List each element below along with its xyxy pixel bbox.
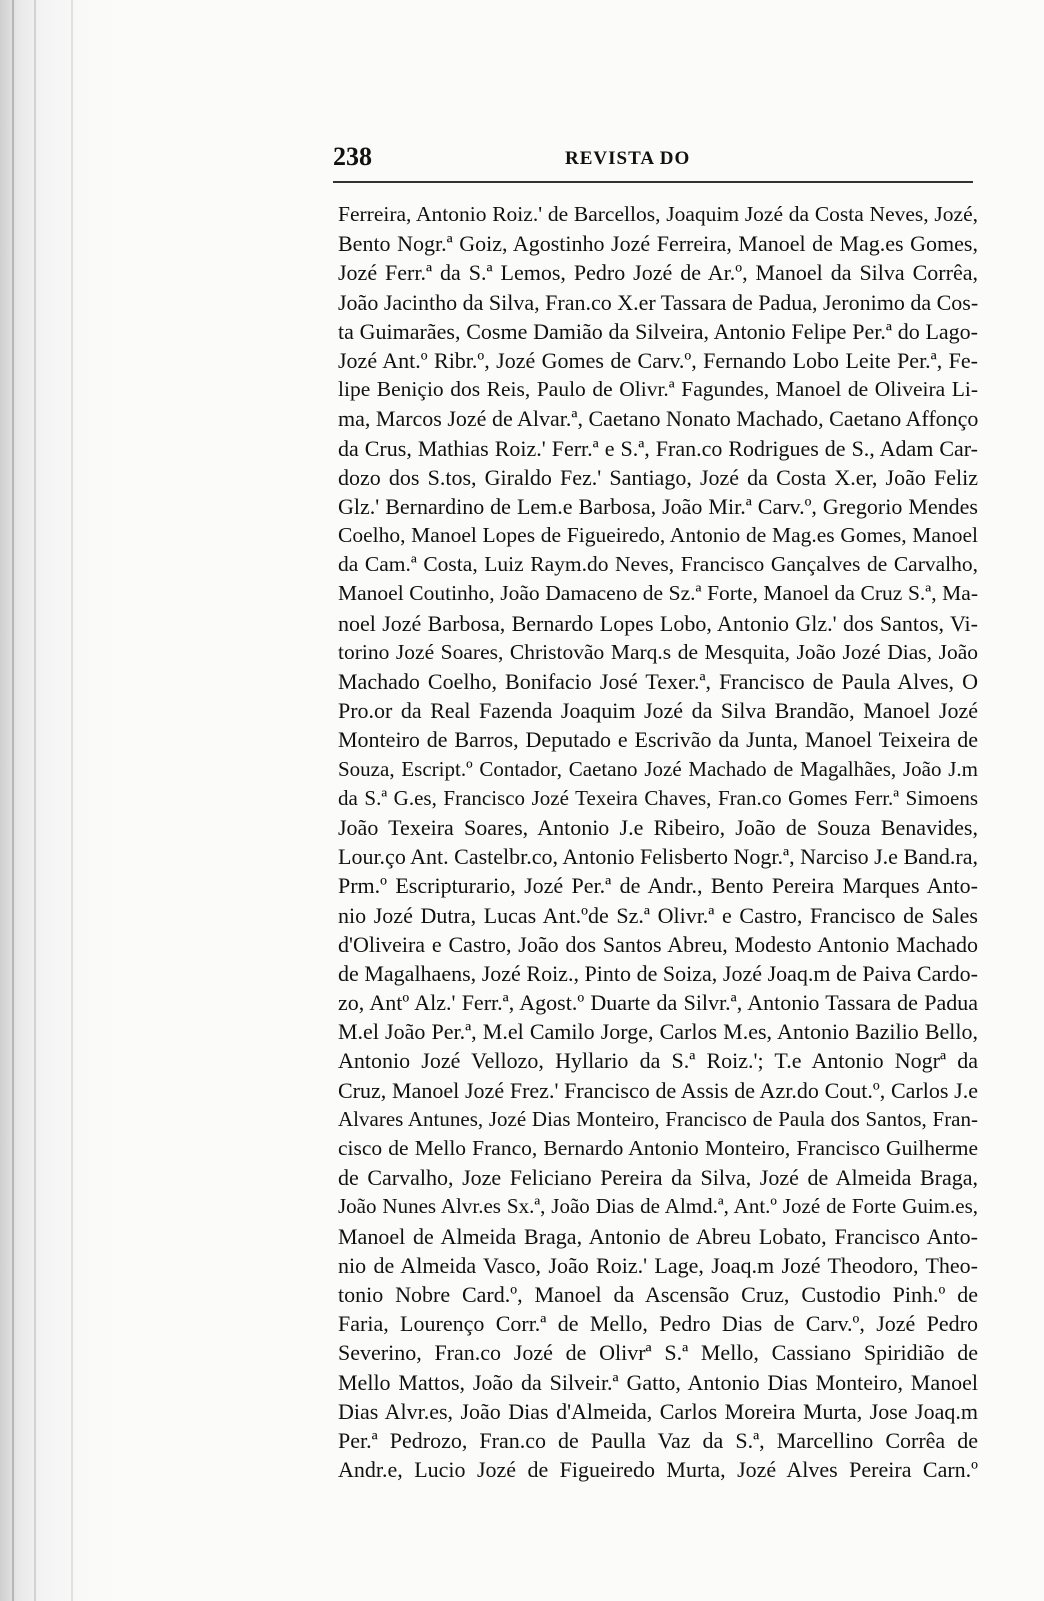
text-line: Ferreira, Antonio Roiz.' de Barcellos, Joaquim Jozé da Costa Neves, Jozé, <box>338 202 978 226</box>
text-line: Per.ª Pedrozo, Fran.co de Paulla Vaz da S.ª, Marcellino Corrêa de <box>338 1427 978 1453</box>
body-text <box>338 200 978 1484</box>
gutter-crease <box>12 0 14 1601</box>
text-line: dozo dos S.tos, Giraldo Fez.' Santiago, Jozé da Costa X.er, João Feliz <box>338 464 978 490</box>
text-line: tonio Nobre Card.º, Manoel da Ascensão Cruz, Custodio Pinh.º de <box>338 1281 978 1307</box>
text-line: Souza, Escript.º Contador, Caetano Jozé Machado de Magalhães, João J.m <box>338 756 978 781</box>
gutter-crease <box>34 0 36 1601</box>
text-line: ma, Marcos Jozé de Alvar.ª, Caetano Nonato Machado, Caetano Affonço <box>338 406 978 432</box>
text-line: nio de Almeida Vasco, João Roiz.' Lage, Joaq.m Jozé Theodoro, Theo- <box>338 1252 978 1278</box>
text-line: Dias Alvr.es, João Dias d'Almeida, Carlos Moreira Murta, Jose Joaq.m <box>338 1398 978 1424</box>
page-header <box>333 142 973 178</box>
text-line: Jozé Ant.º Ribr.º, Jozé Gomes de Carv.º, Fernando Lobo Leite Per.ª, Fe- <box>338 347 978 373</box>
gutter-crease <box>71 0 73 1601</box>
text-line: de Magalhaens, Jozé Roiz., Pinto de Soiza, Jozé Joaq.m de Paiva Cardo- <box>338 960 978 986</box>
text-line: Manoel de Almeida Braga, Antonio de Abreu Lobato, Francisco Anto- <box>338 1223 978 1249</box>
text-line: ta Guimarães, Cosme Damião da Silveira, Antonio Felipe Per.ª do Lago- <box>338 318 978 344</box>
text-line: Alvares Antunes, Jozé Dias Monteiro, Francisco de Paula dos Santos, Fran- <box>338 1106 978 1131</box>
text-line: Lour.ço Ant. Castelbr.co, Antonio Felisberto Nogr.ª, Narciso J.e Band.ra, <box>338 844 978 870</box>
text-line: cisco de Mello Franco, Bernardo Antonio Monteiro, Francisco Guilherme <box>338 1136 978 1160</box>
text-line: Jozé Ferr.ª da S.ª Lemos, Pedro Jozé de Ar.º, Manoel da Silva Corrêa, <box>338 260 978 286</box>
page-gutter-shadow <box>0 0 120 1601</box>
text-line: Pro.or da Real Fazenda Joaquim Jozé da Silva Brandão, Manoel Jozé <box>338 698 978 724</box>
text-line: de Carvalho, Joze Feliciano Pereira da Silva, Jozé de Almeida Braga, <box>338 1165 978 1191</box>
text-line: Machado Coelho, Bonifacio José Texer.ª, Francisco de Paula Alves, O <box>338 669 978 694</box>
text-line: Glz.' Bernardino de Lem.e Barbosa, João Mir.ª Carv.º, Gregorio Mendes <box>338 493 978 519</box>
text-line: da Crus, Mathias Roiz.' Ferr.ª e S.ª, Fran.co Rodrigues de S., Adam Car- <box>338 435 978 461</box>
text-line: João Texeira Soares, Antonio J.e Ribeiro, João de Souza Benavides, <box>338 814 978 840</box>
text-line: Cruz, Manoel Jozé Frez.' Francisco de Assis de Azr.do Cout.º, Carlos J.e <box>338 1077 978 1103</box>
text-line: Manoel Coutinho, João Damaceno de Sz.ª Forte, Manoel da Cruz S.ª, Ma- <box>338 581 978 606</box>
page-number: 238 <box>333 142 372 171</box>
running-head: REVISTA DO <box>565 148 691 169</box>
text-line: João Nunes Alvr.es Sx.ª, João Dias de Almd.ª, Ant.º Jozé de Forte Guim.es, <box>338 1194 978 1219</box>
text-line: Mello Mattos, João da Silveir.ª Gatto, Antonio Dias Monteiro, Manoel <box>338 1369 978 1395</box>
text-line: Severino, Fran.co Jozé de Olivrª S.ª Mello, Cassiano Spiridião de <box>338 1340 978 1366</box>
text-line: d'Oliveira e Castro, João dos Santos Abreu, Modesto Antonio Machado <box>338 931 978 957</box>
text-line: Andr.e, Lucio Jozé de Figueiredo Murta, Jozé Alves Pereira Carn.º <box>338 1457 978 1483</box>
text-line: zo, Antº Alz.' Ferr.ª, Agost.º Duarte da Silvr.ª, Antonio Tassara de Padua <box>338 990 978 1016</box>
text-line: Prm.º Escripturario, Jozé Per.ª de Andr., Bento Pereira Marques Anto- <box>338 873 978 899</box>
header-rule <box>333 181 973 183</box>
text-line: Coelho, Manoel Lopes de Figueiredo, Antonio de Mag.es Gomes, Manoel <box>338 523 978 548</box>
text-line: Antonio Jozé Vellozo, Hyllario da S.ª Roiz.'; T.e Antonio Nogrª da <box>338 1048 978 1074</box>
text-line: Bento Nogr.ª Goiz, Agostinho Jozé Ferreira, Manoel de Mag.es Gomes, <box>338 231 978 257</box>
text-line: João Jacintho da Silva, Fran.co X.er Tassara de Padua, Jeronimo da Cos- <box>338 289 978 315</box>
text-line: lipe Beniçio dos Reis, Paulo de Olivr.ª Fagundes, Manoel de Oliveira Li- <box>338 377 978 402</box>
text-line: Faria, Lourenço Corr.ª de Mello, Pedro Dias de Carv.º, Jozé Pedro <box>338 1311 978 1337</box>
text-line: Monteiro de Barros, Deputado e Escrivão da Junta, Manoel Teixeira de <box>338 727 978 753</box>
text-line: noel Jozé Barbosa, Bernardo Lopes Lobo, Antonio Glz.' dos Santos, Vi- <box>338 610 978 636</box>
text-line: da S.ª G.es, Francisco Jozé Texeira Chaves, Fran.co Gomes Ferr.ª Simoens <box>338 785 978 810</box>
text-line: da Cam.ª Costa, Luiz Raym.do Neves, Francisco Gançalves de Carvalho, <box>338 552 978 577</box>
text-line: M.el João Per.ª, M.el Camilo Jorge, Carlos M.es, Antonio Bazilio Bello, <box>338 1019 978 1045</box>
text-line: nio Jozé Dutra, Lucas Ant.ºde Sz.ª Olivr.ª e Castro, Francisco de Sales <box>338 902 978 928</box>
text-line: torino Jozé Soares, Christovão Marq.s de Mesquita, João Jozé Dias, João <box>338 639 978 664</box>
